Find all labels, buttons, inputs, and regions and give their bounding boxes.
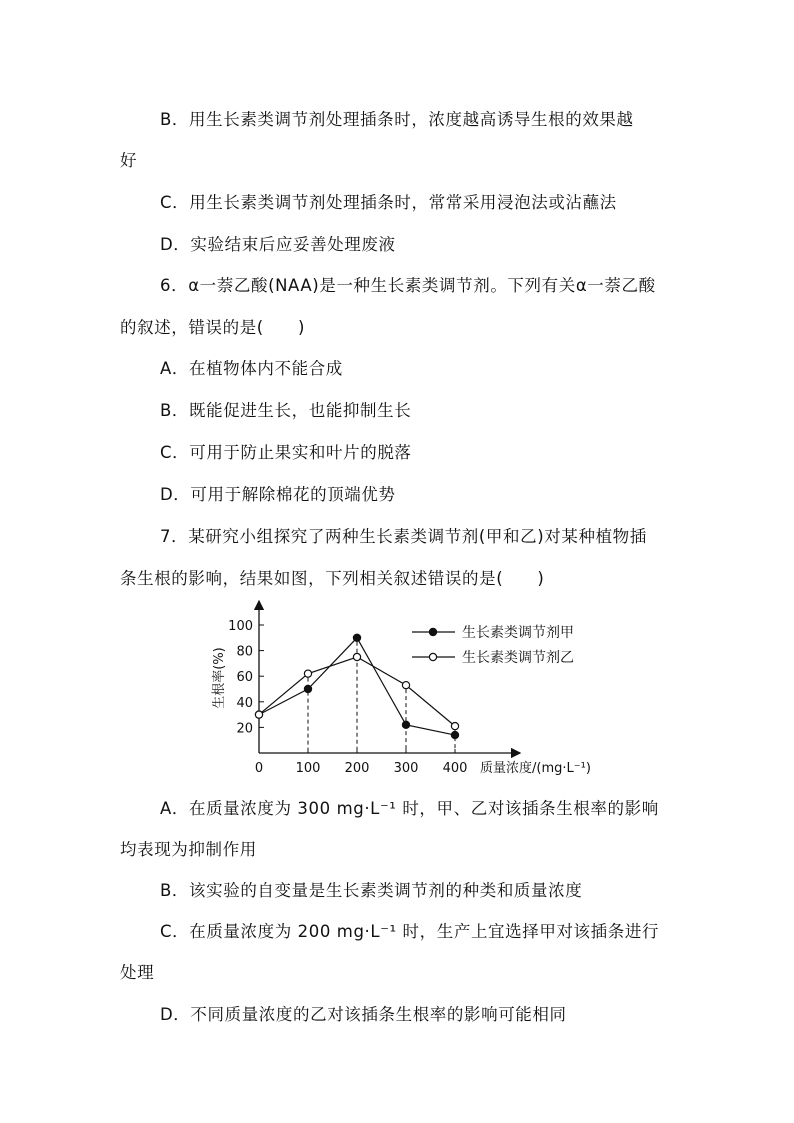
x-tick-label: 100: [295, 761, 321, 776]
data-point: [402, 721, 409, 728]
option-b-q5-line1: B．用生长素类调节剂处理插条时，浓度越高诱导生根的效果越: [160, 110, 634, 129]
legend-marker: [429, 653, 436, 660]
data-point: [255, 711, 262, 718]
data-point: [451, 723, 458, 730]
rooting-rate-chart: [0, 595, 794, 795]
option-b-q6: B．既能促进生长，也能抑制生长: [160, 401, 412, 420]
option-c-q7-line2: 处理: [120, 963, 155, 982]
x-tick-label: 300: [393, 761, 419, 776]
question-6-line1: 6．α一萘乙酸(NAA)是一种生长素类调节剂。下列有关α一萘乙酸: [160, 276, 656, 295]
data-point: [304, 685, 311, 692]
data-point: [304, 670, 311, 677]
option-c-q5: C．用生长素类调节剂处理插条时，常常采用浸泡法或沾蘸法: [160, 193, 617, 212]
question-7-line1: 7．某研究小组探究了两种生长素类调节剂(甲和乙)对某种植物插: [160, 527, 647, 546]
data-point: [353, 653, 360, 660]
data-point: [451, 731, 458, 738]
y-tick-label: 20: [236, 721, 253, 737]
option-a-q6: A．在植物体内不能合成: [160, 359, 343, 378]
data-point: [402, 682, 409, 689]
option-d-q5: D．实验结束后应妥善处理废液: [160, 235, 396, 254]
question-7-line2: 条生根的影响，结果如图，下列相关叙述错误的是( ): [120, 569, 545, 588]
x-tick-label: 200: [344, 761, 370, 776]
y-tick-label: 60: [236, 670, 253, 686]
option-b-q7: B．该实验的自变量是生长素类调节剂的种类和质量浓度: [160, 881, 583, 900]
data-point: [353, 634, 360, 641]
legend-label: 生长素类调节剂乙: [462, 650, 574, 666]
option-d-q6: D．可用于解除棉花的顶端优势: [160, 485, 396, 504]
legend-marker: [429, 628, 436, 635]
option-a-q7-line2: 均表现为抑制作用: [120, 840, 257, 859]
y-axis-label: 生根率(%): [212, 647, 227, 709]
question-6-line2: 的叙述，错误的是( ): [120, 318, 306, 337]
y-tick-label: 40: [236, 695, 253, 711]
x-tick-label: 400: [442, 761, 468, 776]
option-c-q6: C．可用于防止果实和叶片的脱落: [160, 443, 412, 462]
y-tick-label: 100: [228, 619, 253, 634]
y-tick-label: 80: [236, 644, 253, 660]
legend-label: 生长素类调节剂甲: [462, 625, 574, 641]
x-tick-label: 0: [254, 761, 264, 776]
option-b-q5-line2: 好: [120, 151, 138, 170]
x-axis-label: 质量浓度/(mg·L⁻¹): [480, 761, 591, 776]
option-d-q7: D．不同质量浓度的乙对该插条生根率的影响可能相同: [160, 1005, 567, 1024]
option-c-q7-line1: C．在质量浓度为 200 mg·L⁻¹ 时，生产上宜选择甲对该插条进行: [160, 922, 660, 941]
option-a-q7-line1: A．在质量浓度为 300 mg·L⁻¹ 时，甲、乙对该插条生根率的影响: [160, 799, 659, 818]
